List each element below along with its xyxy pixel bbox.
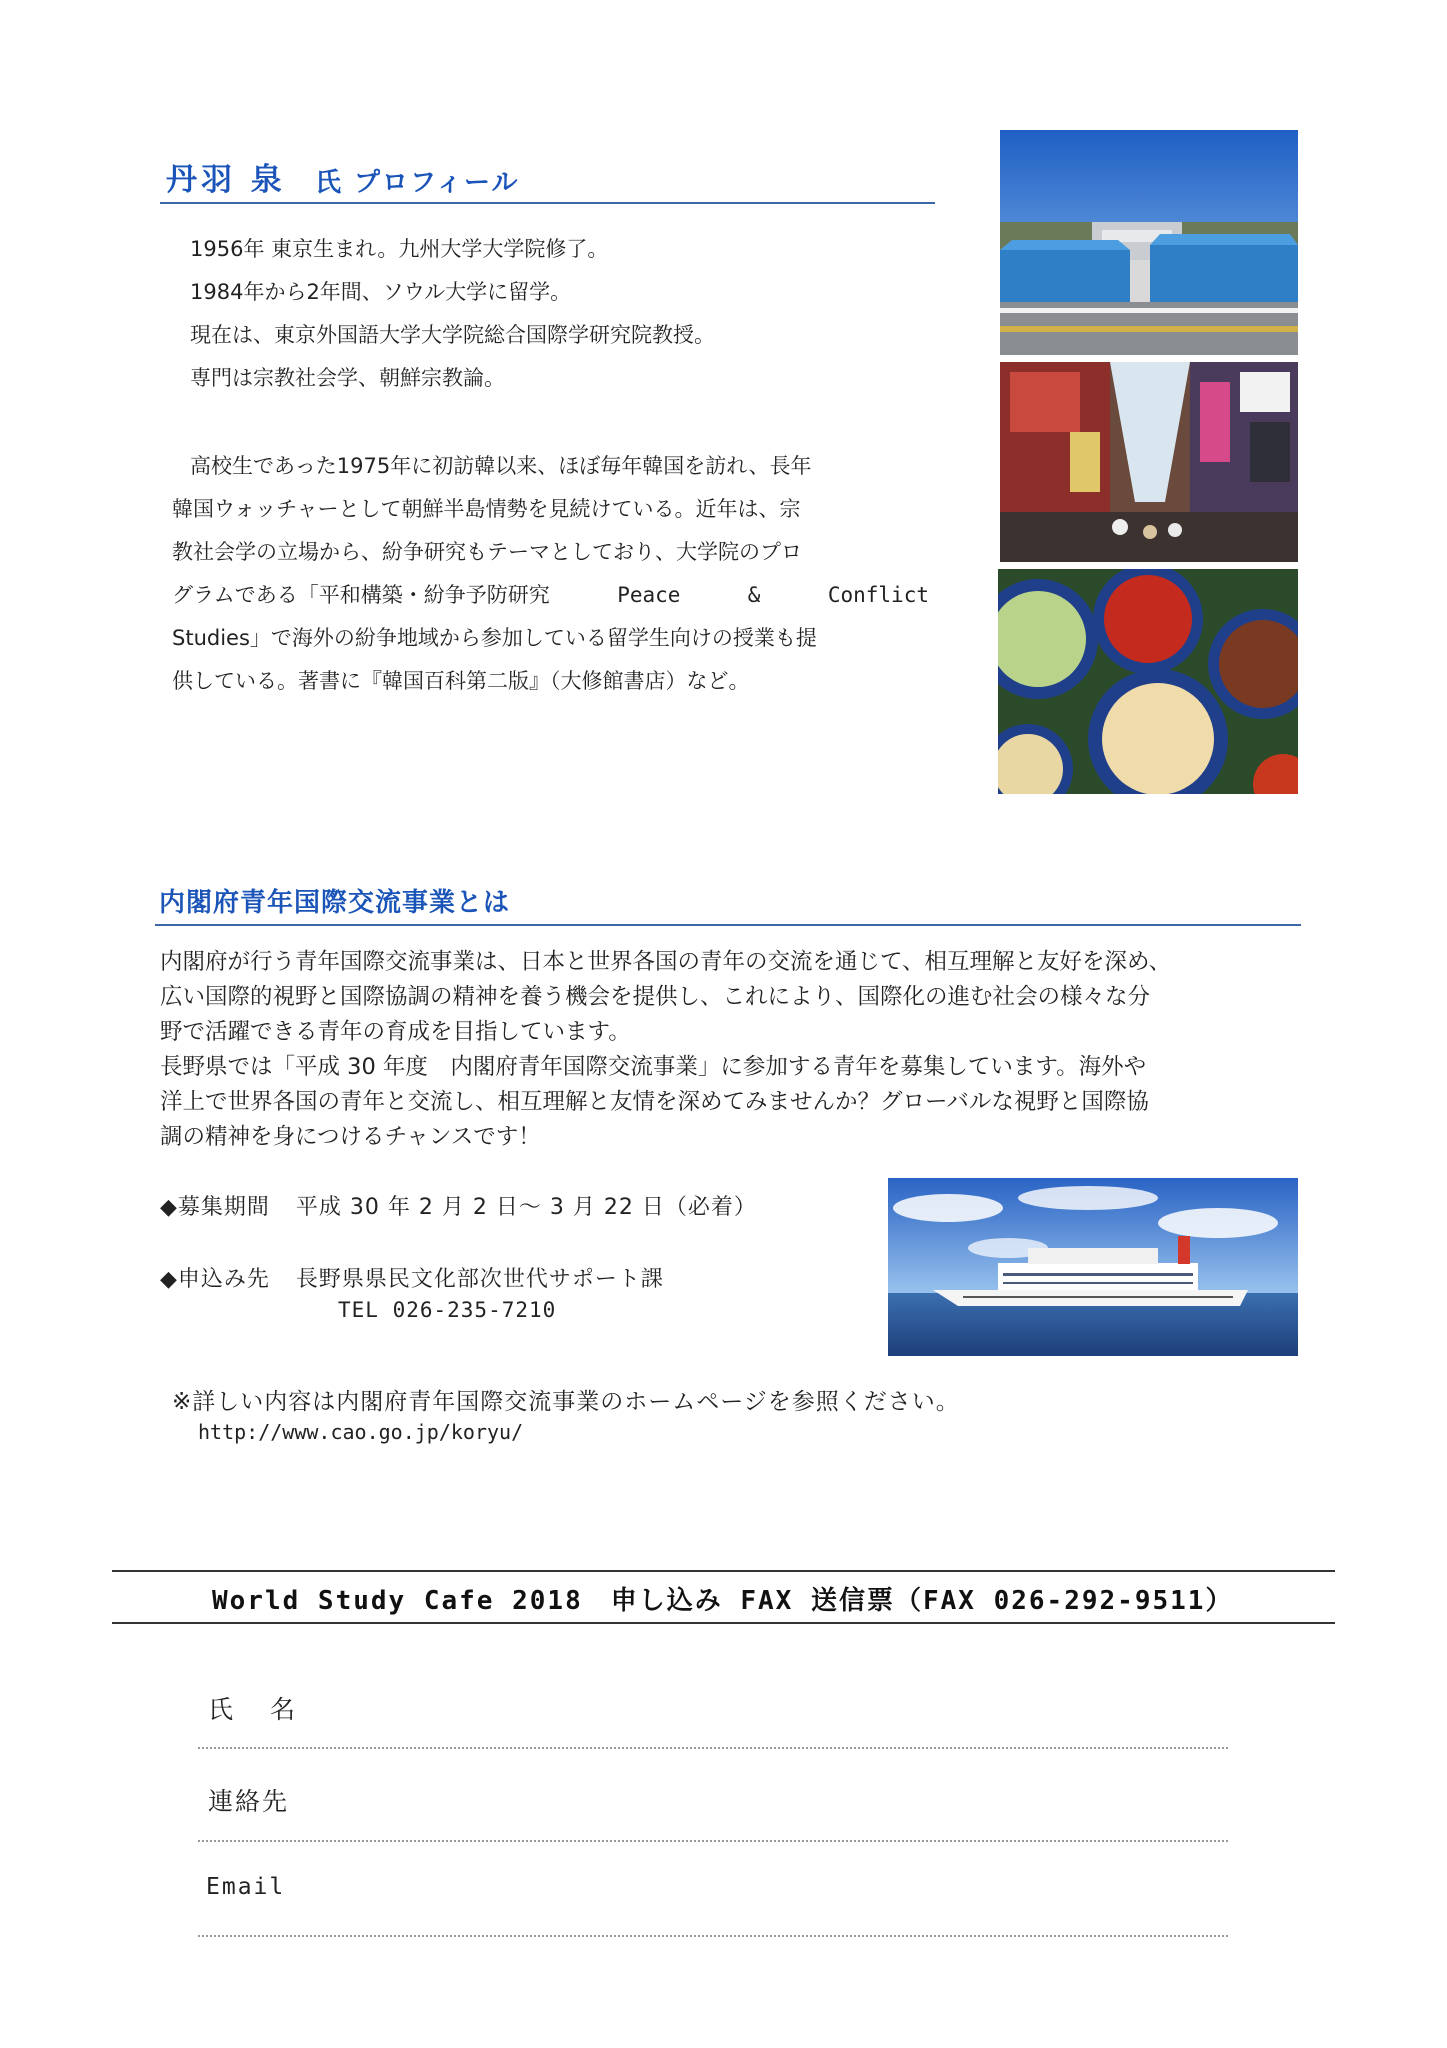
contact-tel: TEL 026-235-7210 bbox=[338, 1298, 557, 1322]
program-line: 広い国際的視野と国際協調の精神を養う機会を提供し、これにより、国際化の進む社会の様々な分 bbox=[160, 984, 1151, 1010]
program-description bbox=[160, 945, 1171, 1155]
contact-label: ◆申込み先 bbox=[160, 1267, 270, 1292]
form-label-name: 氏 名 bbox=[208, 1695, 302, 1724]
paragraph-line: 供している。著書に『韓国百科第二版』（大修館書店）など。 bbox=[172, 669, 750, 693]
profile-line: 専門は宗教社会学、朝鮮宗教論。 bbox=[190, 366, 505, 390]
program-line: 長野県では「平成 30 年度 内閣府青年国際交流事業」に参加する青年を募集しています。海外や bbox=[160, 1054, 1147, 1080]
fax-form-title: World Study Cafe 2018 申し込み FAX 送信票（FAX 026-292-9511） bbox=[212, 1586, 1234, 1616]
program-line: 野で活躍できる青年の育成を目指しています。 bbox=[160, 1019, 631, 1045]
paragraph-line bbox=[172, 574, 929, 617]
paragraph-line: 高校生であった1975年に初訪韓以来、ほぼ毎年韓国を訪れ、長年 bbox=[190, 454, 812, 478]
profile-line: 1956年 東京生まれ。九州大学大学院修了。 bbox=[190, 237, 609, 261]
profile-paragraph bbox=[172, 445, 932, 703]
paragraph-line: Studies」で海外の紛争地域から参加している留学生向けの授業も提 bbox=[172, 626, 817, 650]
profile-heading bbox=[160, 150, 935, 204]
profile-name: 丹羽 泉 bbox=[166, 162, 286, 198]
profile-summary bbox=[190, 228, 715, 400]
paragraph-text: & bbox=[747, 583, 761, 607]
program-line: 内閣府が行う青年国際交流事業は、日本と世界各国の青年の交流を通じて、相互理解と友好を深め、 bbox=[160, 949, 1172, 975]
recruitment-period bbox=[160, 1190, 757, 1221]
profile-heading-suffix: 氏 プロフィール bbox=[315, 168, 520, 198]
program-line: 洋上で世界各国の青年と交流し、相互理解と友情を深めてみませんか？グローバルな視野と国際協 bbox=[160, 1089, 1149, 1115]
form-label-contact: 連絡先 bbox=[208, 1787, 290, 1816]
program-title: 内閣府青年国際交流事業とは bbox=[159, 888, 511, 918]
paragraph-line: 韓国ウォッチャーとして朝鮮半島情勢を見続けている。近年は、宗 bbox=[172, 497, 801, 521]
email-field-line[interactable] bbox=[198, 1935, 1228, 1937]
form-label-email: Email bbox=[206, 1874, 286, 1900]
paragraph-text: グラムである「平和構築・紛争予防研究 bbox=[172, 583, 550, 607]
profile-line: 1984年から2年間、ソウル大学に留学。 bbox=[190, 280, 572, 304]
fax-form-header bbox=[112, 1570, 1335, 1624]
homepage-note: ※詳しい内容は内閣府青年国際交流事業のホームページを参照ください。 bbox=[172, 1389, 960, 1415]
contact-field-line[interactable] bbox=[198, 1840, 1228, 1842]
program-heading bbox=[155, 880, 1301, 926]
photo-ship bbox=[888, 1178, 1298, 1356]
contact-value: 長野県県民文化部次世代サポート課 bbox=[295, 1267, 664, 1292]
application-contact bbox=[160, 1262, 664, 1293]
paragraph-line: 教社会学の立場から、紛争研究もテーマとしており、大学院のプロ bbox=[172, 540, 802, 564]
homepage-link[interactable]: http://www.cao.go.jp/koryu/ bbox=[198, 1420, 524, 1444]
paragraph-text: Peace bbox=[617, 583, 681, 607]
program-line: 調の精神を身につけるチャンスです！ bbox=[160, 1124, 541, 1150]
photo-street bbox=[1000, 362, 1298, 562]
photo-korean-dishes bbox=[998, 569, 1298, 794]
period-label: ◆募集期間 bbox=[160, 1195, 270, 1220]
period-value: 平成 30 年 2 月 2 日～ 3 月 22 日（必着） bbox=[295, 1195, 757, 1220]
name-field-line[interactable] bbox=[198, 1747, 1228, 1749]
photo-panmunjom bbox=[1000, 130, 1298, 355]
paragraph-text: Conflict bbox=[827, 583, 929, 607]
profile-line: 現在は、東京外国語大学大学院総合国際学研究院教授。 bbox=[190, 323, 715, 347]
